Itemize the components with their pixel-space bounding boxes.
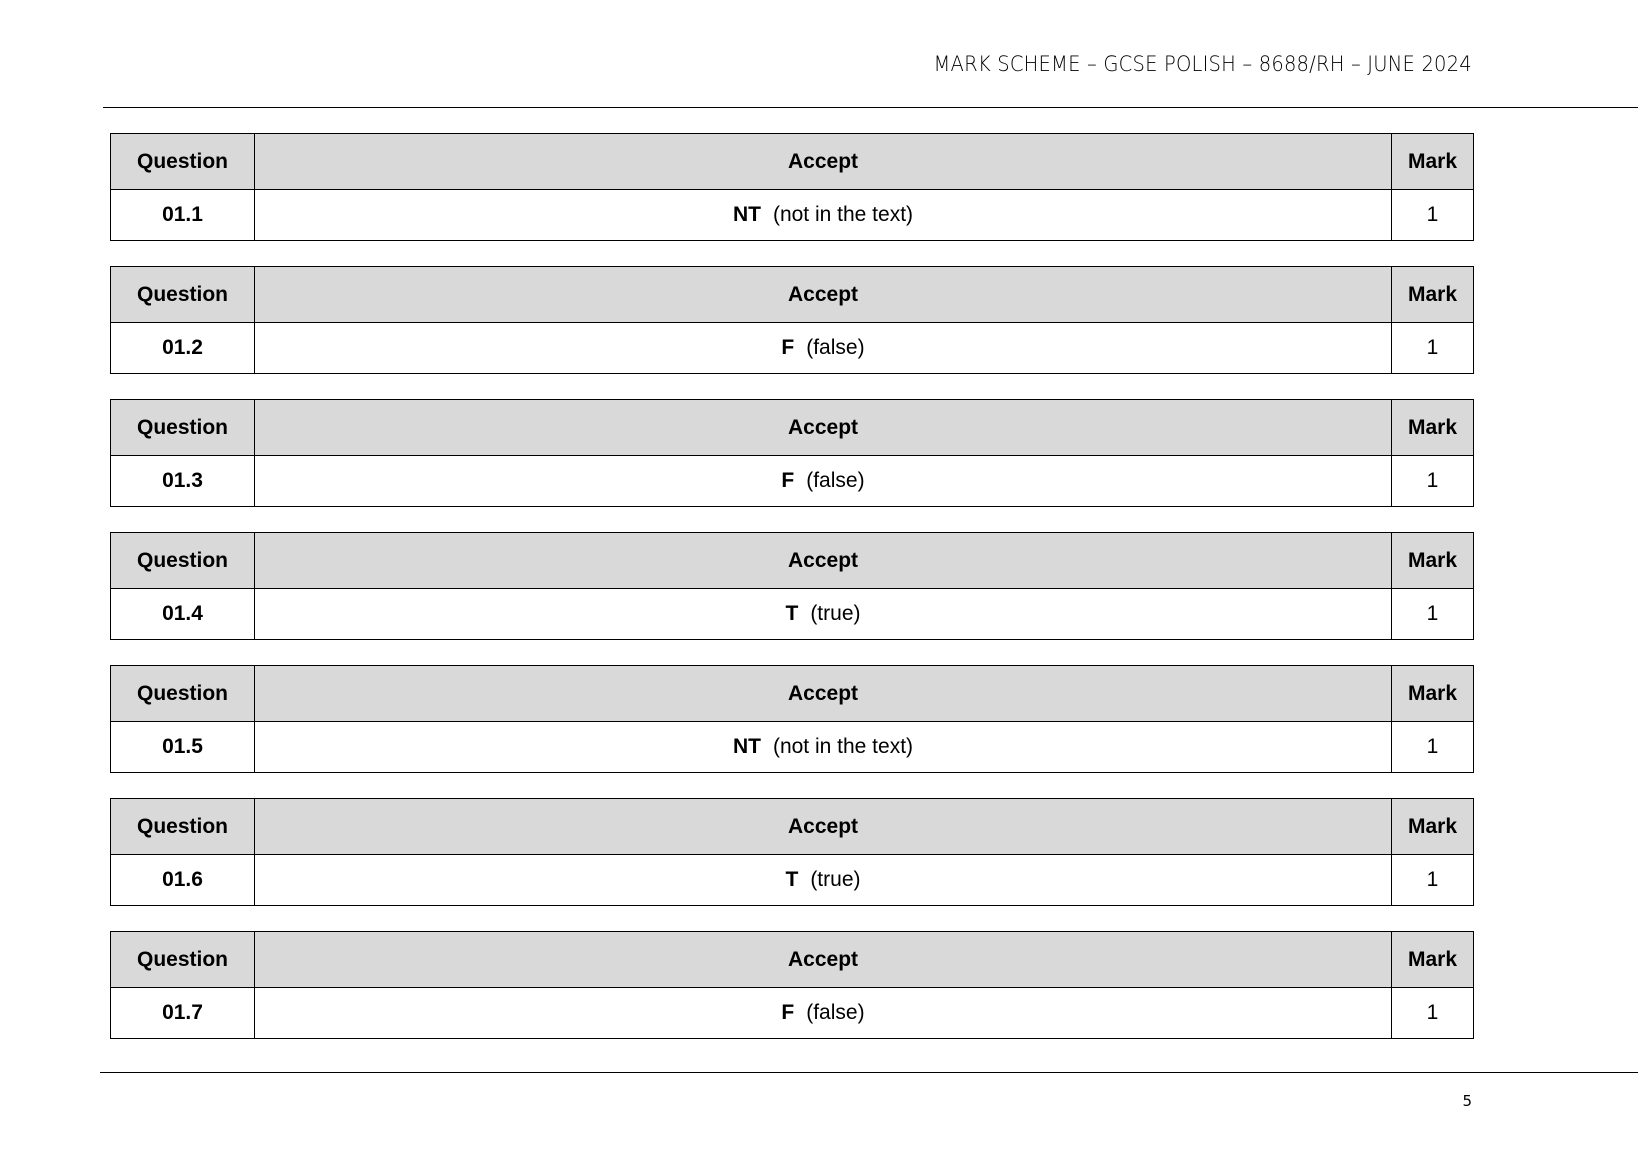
mark-header: Mark <box>1392 400 1474 456</box>
answer-meaning: (false) <box>806 336 865 359</box>
accept-cell <box>255 456 1392 507</box>
answer-table <box>110 798 1474 906</box>
accept-header: Accept <box>255 932 1392 988</box>
table-row <box>111 722 1474 773</box>
accept-header: Accept <box>255 666 1392 722</box>
table-header-row <box>111 267 1474 323</box>
mark-header: Mark <box>1392 533 1474 589</box>
accept-header: Accept <box>255 799 1392 855</box>
question-number: 01.3 <box>111 456 255 507</box>
footer-divider <box>100 1072 1638 1073</box>
header-divider <box>103 107 1638 108</box>
question-number: 01.5 <box>111 722 255 773</box>
accept-cell <box>255 988 1392 1039</box>
accept-cell <box>255 323 1392 374</box>
answer-table <box>110 399 1474 507</box>
question-header: Question <box>111 932 255 988</box>
mark-header: Mark <box>1392 799 1474 855</box>
mark-value: 1 <box>1392 323 1474 374</box>
mark-value: 1 <box>1392 190 1474 241</box>
answer-meaning: (true) <box>810 868 861 891</box>
answer-meaning: (not in the text) <box>772 203 914 226</box>
answer-table <box>110 266 1474 374</box>
question-number: 01.4 <box>111 589 255 640</box>
answer-code: F <box>781 336 795 359</box>
document-header-title: MARK SCHEME – GCSE POLISH – 8688/RH – JUNE 2024 <box>933 52 1472 76</box>
answer-meaning: (true) <box>810 602 861 625</box>
answer-table <box>110 665 1474 773</box>
table-row <box>111 323 1474 374</box>
answer-tables <box>110 133 1473 1064</box>
table-row <box>111 988 1474 1039</box>
table-row <box>111 589 1474 640</box>
question-header: Question <box>111 799 255 855</box>
table-row <box>111 190 1474 241</box>
accept-header: Accept <box>255 134 1392 190</box>
answer-meaning: (false) <box>806 469 865 492</box>
mark-header: Mark <box>1392 932 1474 988</box>
table-row <box>111 456 1474 507</box>
mark-header: Mark <box>1392 267 1474 323</box>
answer-code: T <box>785 868 799 891</box>
table-header-row <box>111 400 1474 456</box>
mark-value: 1 <box>1392 456 1474 507</box>
question-header: Question <box>111 134 255 190</box>
question-number: 01.6 <box>111 855 255 906</box>
answer-meaning: (not in the text) <box>772 735 914 758</box>
mark-value: 1 <box>1392 722 1474 773</box>
question-number: 01.7 <box>111 988 255 1039</box>
accept-header: Accept <box>255 267 1392 323</box>
answer-code: NT <box>732 203 761 226</box>
page-number: 5 <box>1462 1092 1472 1110</box>
mark-value: 1 <box>1392 988 1474 1039</box>
answer-code: NT <box>732 735 761 758</box>
accept-header: Accept <box>255 400 1392 456</box>
mark-header: Mark <box>1392 666 1474 722</box>
question-number: 01.2 <box>111 323 255 374</box>
answer-table <box>110 532 1474 640</box>
question-number: 01.1 <box>111 190 255 241</box>
answer-table <box>110 133 1474 241</box>
answer-code: F <box>781 1001 795 1024</box>
mark-value: 1 <box>1392 855 1474 906</box>
question-header: Question <box>111 400 255 456</box>
mark-value: 1 <box>1392 589 1474 640</box>
table-header-row <box>111 932 1474 988</box>
table-header-row <box>111 134 1474 190</box>
mark-header: Mark <box>1392 134 1474 190</box>
table-header-row <box>111 533 1474 589</box>
question-header: Question <box>111 267 255 323</box>
accept-cell <box>255 190 1392 241</box>
answer-table <box>110 931 1474 1039</box>
question-header: Question <box>111 533 255 589</box>
table-row <box>111 855 1474 906</box>
accept-cell <box>255 589 1392 640</box>
answer-code: T <box>785 602 799 625</box>
accept-header: Accept <box>255 533 1392 589</box>
question-header: Question <box>111 666 255 722</box>
table-header-row <box>111 666 1474 722</box>
accept-cell <box>255 722 1392 773</box>
table-header-row <box>111 799 1474 855</box>
accept-cell <box>255 855 1392 906</box>
answer-code: F <box>781 469 795 492</box>
answer-meaning: (false) <box>806 1001 865 1024</box>
